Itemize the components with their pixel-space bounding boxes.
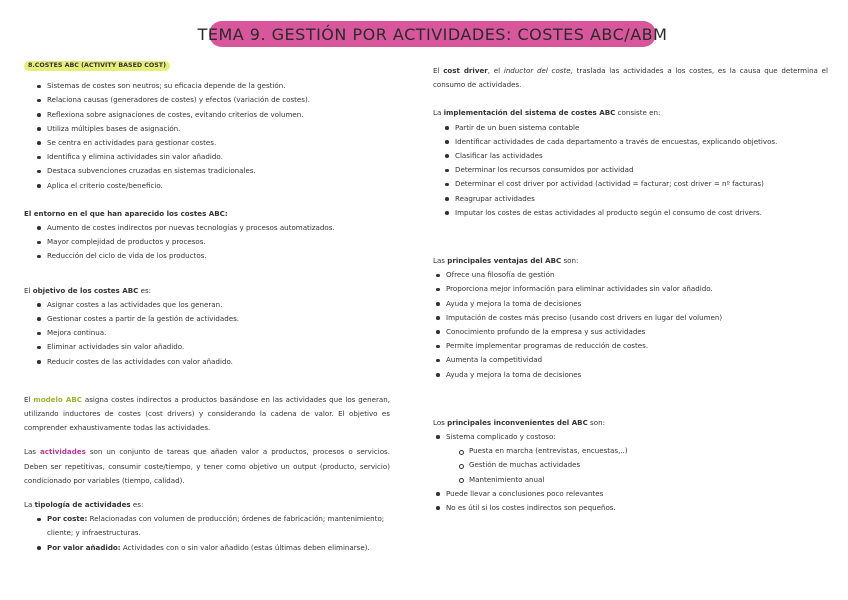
text-span: asigna costes indirectos a productos basándose en las actividades que los generan, utilizando inductores de costes (cost drivers) y considerando la cadena de valor. El objetivo es comprender exhaustivamente todas las actividades.	[24, 394, 390, 433]
text-span: , el	[487, 66, 504, 75]
list-item: Reducción del ciclo de vida de los productos.	[47, 249, 390, 263]
environment-list	[24, 221, 390, 264]
intro-list	[24, 79, 390, 193]
list-item: Identificar actividades de cada departamento a través de encuestas, explicando objetivos.	[455, 135, 828, 149]
list-item	[47, 512, 390, 540]
text-span: El	[24, 394, 34, 404]
typology-list	[24, 512, 390, 555]
disadvantages-list	[433, 430, 828, 515]
list-item: Determinar el cost driver por actividad (actividad = facturar; cost driver = nº facturas)	[455, 177, 828, 191]
cost-driver-paragraph	[433, 64, 828, 92]
list-item	[446, 430, 828, 487]
disadvantages-sublist	[446, 444, 828, 487]
list-item: Puesta en marcha (entrevistas, encuestas,..)	[469, 444, 828, 458]
list-item: Reducir costes de las actividades con valor añadido.	[47, 355, 390, 369]
list-item: Mejora continua.	[47, 326, 390, 340]
list-item: Clasificar las actividades	[455, 149, 828, 163]
objective-heading	[24, 284, 390, 298]
page-title: TEMA 9. GESTIÓN POR ACTIVIDADES: COSTES ABC/ABM	[209, 21, 656, 47]
text-span: Relacionadas con volumen de producción; órdenes de fabricación; mantenimiento; cliente; y infraestructuras.	[47, 514, 385, 538]
list-item: Proporciona mejor información para eliminar actividades sin valor añadido.	[446, 282, 828, 296]
text-span: Actividades con o sin valor añadido (estas últimas deben eliminarse).	[120, 542, 370, 552]
text-span: son:	[561, 256, 579, 266]
list-item: Ayuda y mejora la toma de decisiones	[446, 368, 828, 382]
text-span: El	[24, 285, 33, 295]
objective-list	[24, 298, 390, 369]
list-item: Imputación de costes más preciso (usando cost drivers en lugar del volumen)	[446, 311, 828, 325]
list-item: Conocimiento profundo de la empresa y sus actividades	[446, 325, 828, 339]
text-span: Los	[433, 417, 448, 427]
list-item: Ayuda y mejora la toma de decisiones	[446, 297, 828, 311]
disadvantages-heading	[433, 416, 828, 430]
text-italic: inductor del coste	[503, 66, 571, 75]
text-span: El	[433, 66, 444, 75]
environment-heading	[24, 207, 390, 221]
implementation-heading	[433, 106, 828, 120]
list-item	[47, 541, 390, 555]
list-item: Ofrece una filosofía de gestión	[446, 268, 828, 282]
environment-heading-text: El entorno en el que han aparecido los costes ABC:	[24, 208, 228, 218]
activities-paragraph	[24, 445, 390, 488]
list-item: Eliminar actividades sin valor añadido.	[47, 340, 390, 354]
list-item: Reagrupar actividades	[455, 192, 828, 206]
text-span: consiste en:	[615, 108, 661, 118]
model-paragraph	[24, 393, 390, 436]
text-bold: principales inconvenientes del ABC	[447, 417, 588, 427]
text-span: son:	[587, 417, 605, 427]
text-bold: Por valor añadido:	[47, 542, 121, 552]
list-item: Partir de un buen sistema contable	[455, 121, 828, 135]
text-bold: tipología de actividades	[34, 500, 131, 510]
text-span: , traslada las actividades a los costes, es la causa que determina el consumo de actividades.	[433, 66, 828, 90]
list-item: Determinar los recursos consumidos por actividad	[455, 163, 828, 177]
model-term: modelo ABC	[33, 394, 82, 404]
text-bold: cost driver	[443, 66, 488, 75]
text-span: La	[433, 108, 444, 118]
left-column	[24, 58, 390, 555]
list-item: Mayor complejidad de productos y procesos.	[47, 235, 390, 249]
text-bold: objetivo de los costes ABC	[32, 285, 139, 295]
list-item: No es útil si los costes indirectos son pequeños.	[446, 501, 828, 515]
implementation-list	[433, 121, 828, 220]
list-item: Relaciona causas (generadores de costes) y efectos (variación de costes).	[47, 93, 390, 107]
text-span: Sistema complicado y costoso:	[446, 432, 556, 442]
activities-term: actividades	[39, 447, 86, 457]
typology-heading	[24, 498, 390, 512]
list-item: Destaca subvenciones cruzadas en sistemas tradicionales.	[47, 164, 390, 178]
list-item: Se centra en actividades para gestionar costes.	[47, 136, 390, 150]
text-span: son un conjunto de tareas que añaden valor a productos, procesos o servicios. Deben ser repetitivas, consumir coste/tiempo, y tener como objetivo un output (producto, servicio) condicionado por variables (tiempo, calidad).	[24, 447, 390, 485]
list-item: Utiliza múltiples bases de asignación.	[47, 122, 390, 136]
list-item: Reflexiona sobre asignaciones de costes, evitando criterios de volumen.	[47, 108, 390, 122]
list-item: Asignar costes a las actividades que los generan.	[47, 298, 390, 312]
list-item: Aumento de costes indirectos por nuevas tecnologías y procesos automatizados.	[47, 221, 390, 235]
right-column	[433, 64, 828, 515]
list-item: Puede llevar a conclusiones poco relevantes	[446, 487, 828, 501]
list-item: Identifica y elimina actividades sin valor añadido.	[47, 150, 390, 164]
advantages-list	[433, 268, 828, 382]
advantages-heading	[433, 254, 828, 268]
text-span: es:	[130, 500, 144, 510]
section-heading: 8.COSTES ABC (ACTIVITY BASED COST)	[24, 61, 170, 71]
text-span: La	[24, 500, 35, 510]
list-item: Sistemas de costes son neutros; su eficacia depende de la gestión.	[47, 79, 390, 93]
text-bold: principales ventajas del ABC	[447, 256, 562, 266]
list-item: Gestión de muchas actividades	[469, 458, 828, 472]
text-span: es:	[138, 285, 152, 295]
list-item: Gestionar costes a partir de la gestión de actividades.	[47, 312, 390, 326]
list-item: Imputar los costes de estas actividades al producto según el consumo de cost drivers.	[455, 206, 828, 220]
list-item: Permite implementar programas de reducción de costes.	[446, 339, 828, 353]
list-item: Aplica el criterio coste/beneficio.	[47, 179, 390, 193]
text-span: Las	[433, 256, 448, 266]
text-bold: Por coste:	[47, 514, 88, 524]
list-item: Mantenimiento anual	[469, 473, 828, 487]
text-span: Las	[24, 447, 40, 457]
list-item: Aumenta la competitividad	[446, 353, 828, 367]
text-bold: implementación del sistema de costes ABC	[443, 108, 616, 118]
